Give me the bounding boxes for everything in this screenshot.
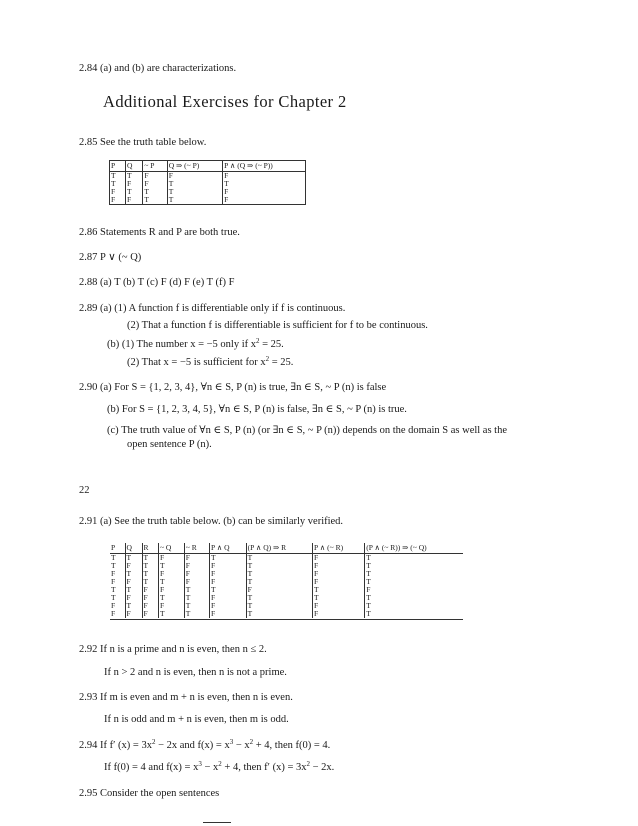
table-cell: F — [313, 554, 365, 563]
table-cell: F — [313, 610, 365, 618]
column-header: ~ Q — [158, 543, 184, 554]
table-cell: F — [184, 578, 209, 586]
table-cell: F — [210, 570, 247, 578]
table-cell: T — [125, 586, 142, 594]
table-cell: F — [125, 594, 142, 602]
table-cell: T — [366, 553, 371, 562]
table-cell: F — [125, 610, 142, 618]
table-cell: T — [158, 562, 184, 570]
table-cell: T — [366, 609, 371, 618]
table-cell: F — [210, 562, 247, 570]
table-cell: T — [366, 561, 371, 570]
table-cell: F — [224, 171, 229, 180]
table-cell: F — [224, 187, 229, 196]
table-cell: F — [313, 578, 365, 586]
table-cell: F — [158, 602, 184, 610]
column-header: (P ∧ Q) ⇒ R — [246, 543, 312, 554]
truth-table-2-85 — [109, 160, 306, 205]
table-cell: F — [125, 562, 142, 570]
table-cell: F — [210, 578, 247, 586]
table-cell: F — [110, 570, 125, 578]
answer-2-91: 2.91 (a) See the truth table below. (b) can be similarly verified. — [79, 516, 344, 527]
table-cell: T — [110, 180, 126, 188]
table-cell: T — [158, 610, 184, 618]
column-header: (P ∧ (~ R)) ⇒ (~ Q) — [365, 543, 463, 554]
table-cell: T — [125, 554, 142, 563]
table-cell: T — [366, 601, 371, 610]
table-cell: F — [142, 586, 158, 594]
table-cell: T — [167, 188, 222, 196]
table-cell: T — [158, 594, 184, 602]
table-cell: F — [313, 570, 365, 578]
table-cell: T — [126, 172, 143, 181]
table-cell: T — [143, 188, 167, 196]
answer-2-89-b1: (b) (1) The number x = −5 only if $x^2 = 25$. — [107, 337, 284, 350]
answer-2-90-b: (b) For S = {1, 2, 3, 4, 5}, ∀n ∈ S, P (n) is false, ∃n ∈ S, ~ P (n) is true. — [107, 404, 407, 415]
table-header-row — [110, 543, 463, 554]
answer-2-93-a: 2.93 If m is even and m + n is even, then n is even. — [79, 692, 293, 703]
table-cell: T — [184, 586, 209, 594]
table-cell: F — [142, 594, 158, 602]
answer-2-86: 2.86 Statements R and P are both true. — [79, 227, 240, 238]
table-cell: F — [158, 570, 184, 578]
table-cell: T — [142, 562, 158, 570]
table-cell: T — [142, 554, 158, 563]
table-cell: T — [110, 594, 125, 602]
table-cell: F — [110, 578, 125, 586]
table-cell: F — [167, 172, 222, 181]
table-cell: F — [184, 562, 209, 570]
table-cell: T — [246, 610, 312, 618]
answer-2-90-a: 2.90 (a) For S = {1, 2, 3, 4}, ∀n ∈ S, P (n) is true, ∃n ∈ S, ~ P (n) is false — [79, 382, 387, 393]
table-cell: F — [110, 602, 125, 610]
answer-2-93-b: If n is odd and m + n is even, then m is odd. — [104, 714, 289, 725]
table-cell: T — [142, 578, 158, 586]
table-row — [110, 180, 306, 188]
column-header: R — [142, 543, 158, 554]
table-cell: T — [313, 594, 365, 602]
answer-2-90-c1: (c) The truth value of ∀n ∈ S, P (n) (or ∃n ∈ S, ~ P (n)) depends on the domain S as well as the — [107, 425, 508, 436]
table-cell: F — [142, 610, 158, 618]
table-cell: T — [110, 586, 125, 594]
column-header: P — [110, 543, 125, 554]
column-header: P — [110, 161, 126, 172]
table-row — [110, 610, 463, 618]
answer-2-87: 2.87 P ∨ (~ Q) — [79, 252, 142, 263]
table-cell: F — [126, 196, 143, 205]
table-cell: F — [210, 610, 247, 618]
table-cell: F — [143, 180, 167, 188]
table-row — [110, 196, 306, 205]
table-cell: F — [246, 586, 312, 594]
table-cell: T — [110, 554, 125, 563]
table-cell: F — [110, 188, 126, 196]
answer-2-94-b: If f(0) = 4 and $f(x) = x^3 - x^2 + 4$, then f′ $(x) = 3x^2 - 2x$. — [104, 760, 335, 773]
answer-2-90-c2: open sentence P (n). — [127, 439, 212, 450]
table-cell: T — [366, 569, 371, 578]
table-header-row — [110, 161, 306, 172]
table-cell: F — [366, 585, 371, 594]
table-cell: T — [126, 188, 143, 196]
truth-table-body — [110, 543, 463, 618]
table-cell: T — [167, 196, 222, 205]
table-cell: T — [210, 586, 247, 594]
table-cell: F — [158, 554, 184, 563]
table-cell: F — [110, 610, 125, 618]
table-cell: T — [110, 562, 125, 570]
table-cell: T — [142, 570, 158, 578]
answer-2-92-a: 2.92 If n is a prime and n is even, then n ≤ 2. — [79, 644, 267, 655]
answer-2-94-a: 2.94 If f′ $(x) = 3x^2 - 2x$ and $f(x) = x^3 - x^2 + 4$, then f(0) = 4. — [79, 738, 331, 751]
column-header: Q — [125, 543, 142, 554]
table-cell: F — [158, 586, 184, 594]
table-cell: T — [158, 578, 184, 586]
table-cell: F — [210, 594, 247, 602]
table-cell: F — [224, 195, 229, 204]
truth-table-body — [110, 161, 306, 205]
answer-2-92-b: If n > 2 and n is even, then n is not a prime. — [104, 667, 287, 678]
column-header: Q — [126, 161, 143, 172]
table-cell: F — [313, 602, 365, 610]
table-cell: T — [246, 602, 312, 610]
table-cell: F — [184, 554, 209, 563]
table-cell: T — [246, 578, 312, 586]
table-cell: T — [184, 594, 209, 602]
answer-2-85: 2.85 See the truth table below. — [79, 137, 207, 148]
table-cell: T — [125, 602, 142, 610]
table-bottom-rule — [110, 619, 463, 620]
table-cell: F — [143, 172, 167, 181]
table-cell: T — [313, 586, 365, 594]
column-header: P ∧ (Q ⇒ (~ P)) — [223, 161, 306, 172]
column-header: ~ R — [184, 543, 209, 554]
table-cell: F — [142, 602, 158, 610]
column-header: Q ⇒ (~ P) — [167, 161, 222, 172]
answer-2-95: 2.95 Consider the open sentences — [79, 788, 220, 799]
table-row — [110, 188, 306, 196]
table-cell: T — [246, 570, 312, 578]
table-cell: T — [143, 196, 167, 205]
section-heading: Additional Exercises for Chapter 2 — [103, 92, 347, 111]
table-cell: F — [184, 570, 209, 578]
table-cell: T — [125, 570, 142, 578]
answer-2-89-a2: (2) That a function f is differentiable is sufficient for f to be continuous. — [127, 320, 428, 331]
table-cell: T — [184, 602, 209, 610]
answer-2-89-a1: 2.89 (a) (1) A function f is differentiable only if f is continuous. — [79, 303, 346, 314]
answer-2-88: 2.88 (a) T (b) T (c) F (d) F (e) T (f) F — [79, 277, 235, 288]
truth-table-2-91 — [110, 543, 463, 618]
column-header: P ∧ Q — [210, 543, 247, 554]
footnote-rule — [203, 822, 231, 823]
table-cell: T — [246, 562, 312, 570]
answer-2-89-b2: (2) That x = −5 is sufficient for $x^2 = 25$. — [127, 355, 294, 368]
table-row — [110, 172, 306, 181]
table-cell: F — [210, 602, 247, 610]
table-cell: T — [366, 577, 371, 586]
table-cell: T — [110, 172, 126, 181]
table-cell: T — [210, 554, 247, 563]
table-cell: F — [125, 578, 142, 586]
table-cell: F — [126, 180, 143, 188]
table-cell: T — [246, 554, 312, 563]
table-cell: F — [110, 196, 126, 205]
column-header: ~ P — [143, 161, 167, 172]
table-cell: T — [224, 179, 229, 188]
table-cell: F — [313, 562, 365, 570]
table-cell: T — [246, 594, 312, 602]
table-cell: T — [366, 593, 371, 602]
page-number: 22 — [79, 485, 90, 496]
table-cell: T — [167, 180, 222, 188]
answer-2-84: 2.84 (a) and (b) are characterizations. — [79, 63, 237, 74]
table-cell: T — [184, 610, 209, 618]
column-header: P ∧ (~ R) — [313, 543, 365, 554]
